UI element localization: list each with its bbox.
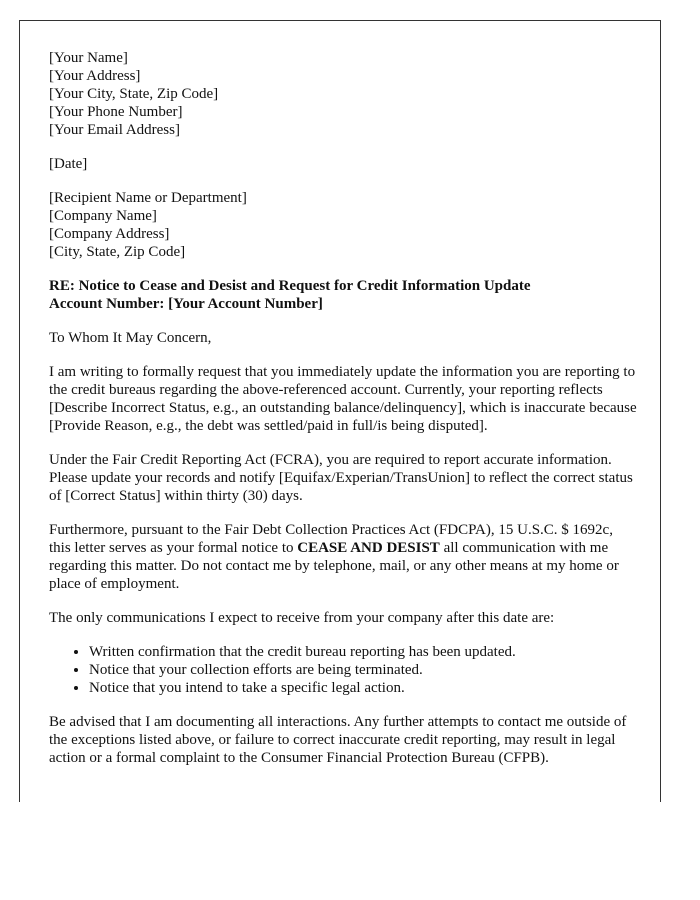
list-item: • Notice that you intend to take a specific legal action. [89, 679, 638, 697]
date: [Date] [49, 156, 88, 172]
sender-name: [Your Name] [49, 50, 128, 66]
recipient-city: [City, State, Zip Code] [49, 244, 186, 260]
list-item: • Notice that your collection efforts are being terminated. [89, 661, 638, 679]
paragraph-request: I am writing to formally request that you immediately update the information you are reporting to the credit bureaus regarding the above-referenced account. Currently, your reporting reflects [Describe Incorrect Status, e.g., an outstanding balance/delinquency], which is inaccurate because [Provide Reason, e.g., the debt was settled/paid in full/is being disputed]. [49, 364, 637, 434]
recipient-block [49, 189, 638, 261]
paragraph-allowed-communications: The only communications I expect to receive from your company after this date are: [49, 610, 555, 626]
sender-address: [Your Address] [49, 68, 141, 84]
fdcpa-text-before: Furthermore, pursuant to the Fair Debt Collection Practices Act (FDCPA), 15 U.S.C. $ 1692c, this letter serves as your formal notice to [49, 522, 613, 556]
allowed-communications-list [49, 643, 638, 697]
subject-line: RE: Notice to Cease and Desist and Request for Credit Information Update [49, 278, 531, 294]
paragraph-warning: Be advised that I am documenting all interactions. Any further attempts to contact me outside of the exceptions listed above, or failure to correct inaccurate credit reporting, may result in legal action or a formal complaint to the Consumer Financial Protection Bureau (CFPB). [49, 714, 627, 766]
sender-city: [Your City, State, Zip Code] [49, 86, 219, 102]
sender-block [49, 49, 638, 139]
account-number: Account Number: [Your Account Number] [49, 296, 323, 312]
recipient-company: [Company Name] [49, 208, 157, 224]
recipient-address: [Company Address] [49, 226, 170, 242]
recipient-name: [Recipient Name or Department] [49, 190, 247, 206]
sender-phone: [Your Phone Number] [49, 104, 183, 120]
letter-page [19, 20, 661, 802]
cease-desist-emphasis: CEASE AND DESIST [297, 540, 440, 556]
paragraph-fcra: Under the Fair Credit Reporting Act (FCRA), you are required to report accurate information. Please update your records and notify [Equifax/Experian/TransUnion] to reflect the correct status of [Correct Status] within thirty (30) days. [49, 452, 633, 504]
salutation: To Whom It May Concern, [49, 330, 212, 346]
fdcpa-text-after: all communication with me regarding this matter. Do not contact me by telephone, mail, or any other means at my home or place of employment. [49, 540, 619, 592]
sender-email: [Your Email Address] [49, 122, 180, 138]
paragraph-fdcpa [49, 521, 638, 593]
list-item: • Written confirmation that the credit bureau reporting has been updated. [89, 643, 638, 661]
subject-block [49, 277, 638, 313]
